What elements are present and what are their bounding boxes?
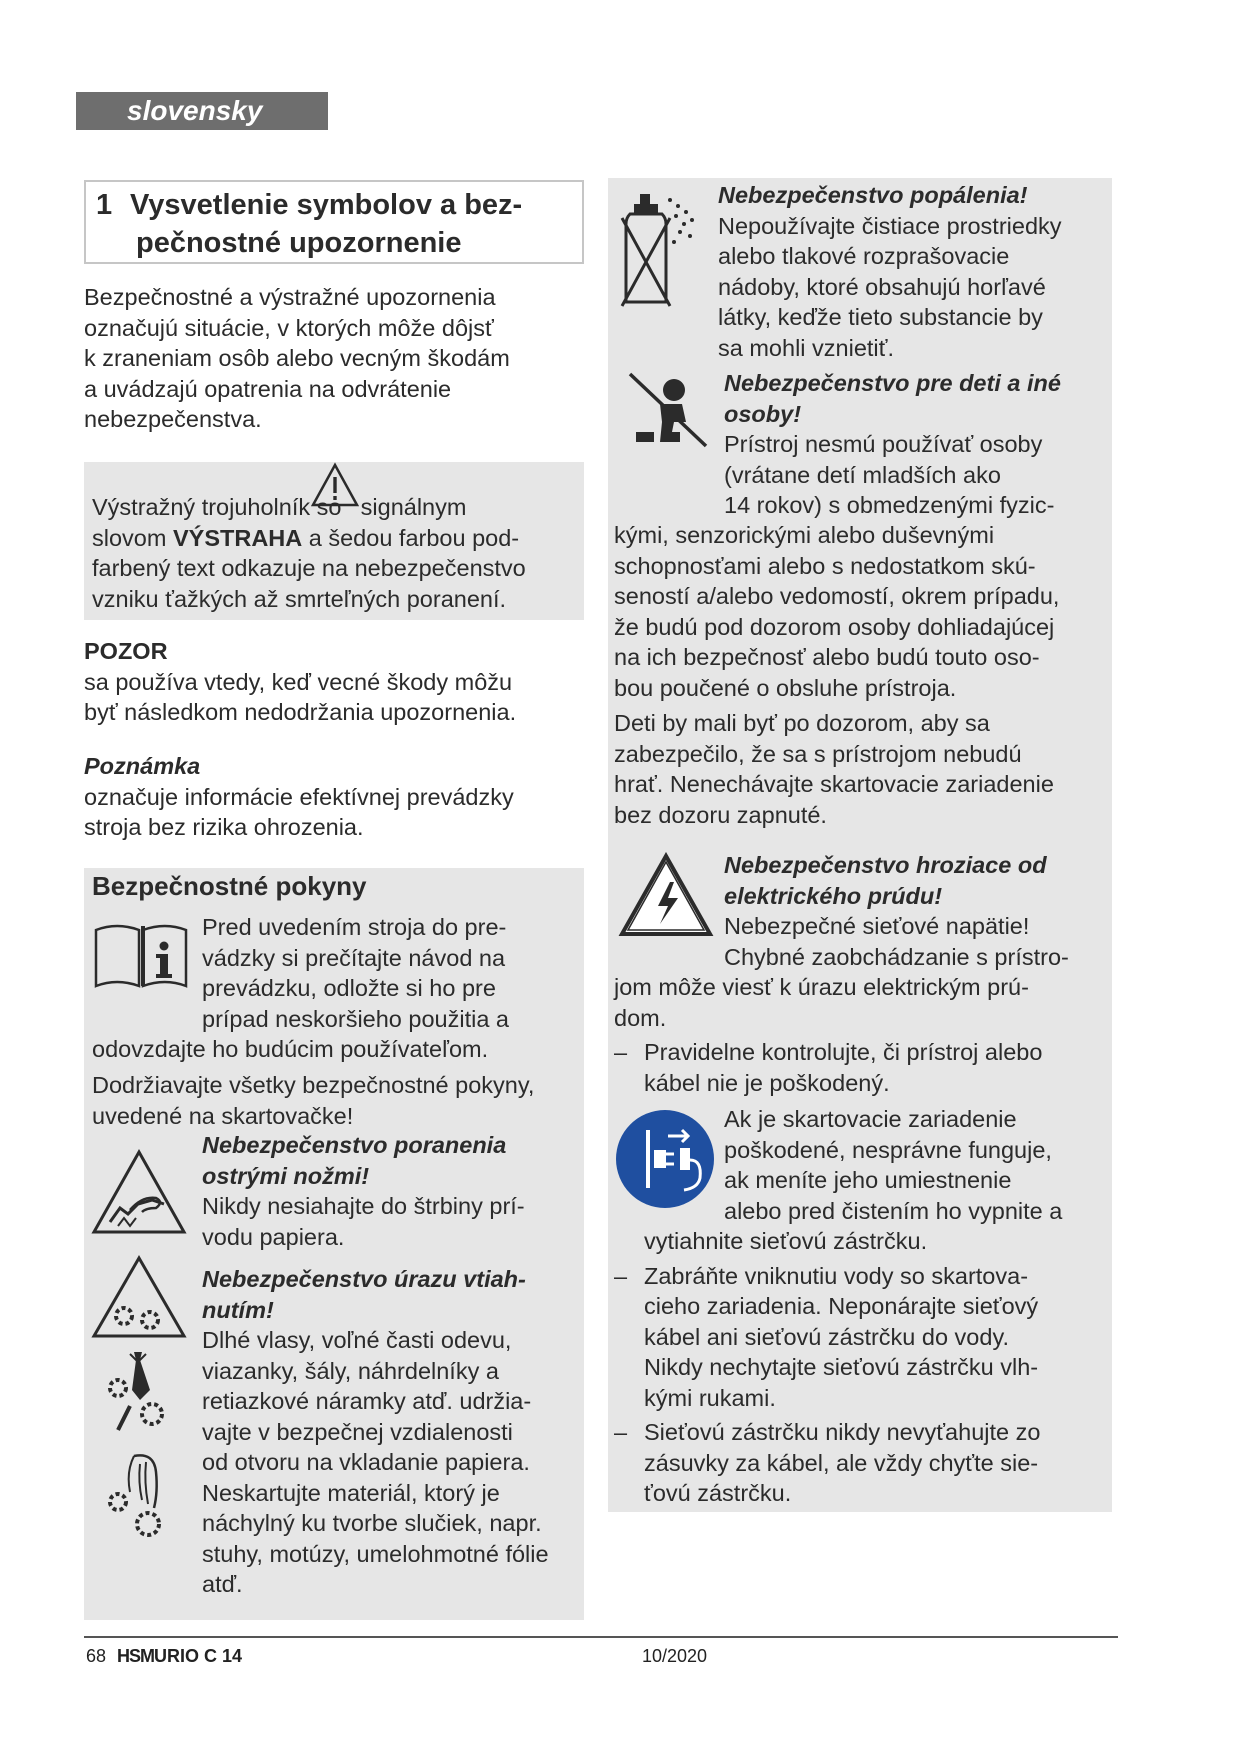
poznamka-label: Poznámka xyxy=(84,753,201,779)
entanglement-line: vajte v bezpečnej vzdialenosti xyxy=(202,1418,513,1445)
poznamka-text: stroja bez rizika ohrozenia. xyxy=(84,814,364,840)
manual-line: prevádzku, odložte si ho pre xyxy=(202,975,496,1001)
supervision-line: hrať. Nenechávajte skartovacie zariadenie xyxy=(614,771,1054,797)
unplug-text xyxy=(724,1104,1114,1226)
bullet-line: – Sieťovú zástrčku nikdy nevyťahujte zo xyxy=(644,1419,1041,1445)
bullet-check-cable xyxy=(614,1037,1112,1098)
unplug-line: alebo pred čistením ho vypnite a xyxy=(724,1197,1063,1224)
spray-can-prohibited-icon xyxy=(618,184,714,314)
bullet-line: kými rukami. xyxy=(644,1384,776,1411)
intro-line: označujú situácie, v ktorých môže dôjsť xyxy=(84,314,494,341)
child-line: 14 rokov) s obmedzenými fyzic- xyxy=(724,492,1055,518)
observe-line: Dodržiavajte všetky bezpečnostné pokyny, xyxy=(92,1072,535,1098)
child-line: schopnosťami alebo s nedostatkom skú- xyxy=(614,552,1036,579)
supervision-line: zabezpečilo, že sa s prístrojom nebudú xyxy=(614,740,1022,767)
child-line: seností a/alebo vedomostí, okrem prípadu, xyxy=(614,583,1060,609)
manual-line: prípad neskoršieho použitia a xyxy=(202,1005,510,1032)
intro-paragraph xyxy=(84,282,584,435)
unplug-continued xyxy=(614,1226,1112,1509)
manual-line: Pred uvedením stroja do pre- xyxy=(202,914,507,940)
bullet-line: zásuvky za kábel, ale vždy chyťte sie- xyxy=(644,1449,1039,1476)
knife-hazard-text xyxy=(202,1130,582,1252)
bullet-water xyxy=(614,1261,1112,1414)
unplug-line: vytiahnite sieťovú zástrčku. xyxy=(644,1228,928,1254)
manual-text xyxy=(202,912,582,1034)
burn-line: sa mohli vznietiť. xyxy=(718,334,894,361)
unplug-line: ak meníte jeho umiestnenie xyxy=(724,1167,1012,1193)
burn-line: Nepoužívajte čistiace prostriedky xyxy=(718,212,1062,239)
intro-line: k zraneniam osôb alebo vecným škodám xyxy=(84,345,510,371)
unplug-line: poškodené, nesprávne funguje, xyxy=(724,1136,1052,1163)
child-line: bou poučené o obsluhe prístroja. xyxy=(614,674,957,701)
warning-text: Výstražný trojuholník xyxy=(92,494,311,520)
safety-title: Bezpečnostné pokyny xyxy=(92,871,367,901)
knife-hazard-line: vodu papiera. xyxy=(202,1223,345,1250)
electric-hazard-title: Nebezpečenstvo hroziace od xyxy=(724,852,1047,878)
warning-text: vzniku ťažkých až smrteľných poranení. xyxy=(92,585,507,612)
child-hazard-icon xyxy=(626,370,710,450)
knife-hazard-title: ostrými nožmi! xyxy=(202,1162,370,1189)
manual-line: odovzdajte ho budúcim používateľom. xyxy=(92,1036,489,1062)
footer-date: 10/2020 xyxy=(642,1646,708,1666)
burn-line: látky, keďže tieto substancie by xyxy=(718,304,1043,330)
intro-line: a uvádzajú opatrenia na odvrátenie xyxy=(84,375,452,402)
intro-line: Bezpečnostné a výstražné upozornenia xyxy=(84,284,496,310)
entanglement-line: retiazkové náramky atď. udržia- xyxy=(202,1388,532,1414)
burn-hazard-title: Nebezpečenstvo popálenia! xyxy=(718,182,1028,208)
model-name: URIO C 14 xyxy=(154,1646,243,1666)
bullet-line: kábel nie je poškodený. xyxy=(644,1069,890,1096)
warning-text: so xyxy=(316,494,342,520)
tie-gears-icon xyxy=(104,1350,176,1436)
warning-explanation-text xyxy=(92,492,582,614)
supervision-text xyxy=(614,708,1112,830)
poznamka-text: označuje informácie efektívnej prevádzky xyxy=(84,783,514,810)
section-heading xyxy=(84,180,584,264)
electric-line: dom. xyxy=(614,1004,667,1031)
bullet-pull-plug xyxy=(614,1417,1112,1509)
bullet-line: – Pravidelne kontrolujte, či prístroj alebo xyxy=(644,1039,1043,1065)
entanglement-line: stuhy, motúzy, umelohmotné fólie xyxy=(202,1540,549,1567)
bullet-line: kábel ani sieťovú zástrčku do vody. xyxy=(644,1323,1009,1350)
manual-tail xyxy=(92,1034,582,1065)
entanglement-line: Neskartujte materiál, ktorý je xyxy=(202,1479,500,1506)
page-number: 68 xyxy=(86,1646,107,1666)
electric-hazard-icon xyxy=(618,852,714,938)
footer-divider xyxy=(84,1636,1118,1638)
child-line: (vrátane detí mladších ako xyxy=(724,461,1001,488)
observe-text xyxy=(92,1070,582,1131)
bullet-line: Nikdy nechytajte sieťovú zástrčku vlh- xyxy=(644,1354,1039,1380)
section-title-line1: Vysvetlenie symbolov a bez- xyxy=(130,189,523,221)
entanglement-line: atď. xyxy=(202,1571,243,1597)
warning-text: farbený text odkazuje na nebezpečenstvo xyxy=(92,555,526,581)
child-hazard-text xyxy=(724,368,1114,521)
poznamka-block xyxy=(84,751,584,843)
entanglement-hazard-icon xyxy=(90,1254,188,1340)
entanglement-line: od otvoru na vkladanie papiera. xyxy=(202,1449,530,1475)
intro-line: nebezpečenstva. xyxy=(84,406,262,432)
electric-hazard-text xyxy=(724,850,1114,972)
warning-triangle-icon xyxy=(317,492,361,523)
observe-line: uvedené na skartovačke! xyxy=(92,1102,354,1129)
child-line: na ich bezpečnosť alebo budú touto oso- xyxy=(614,644,1040,670)
bullet-line: – Zabráňte vniknutiu vody so skartova- xyxy=(644,1262,1029,1289)
child-line: kými, senzorickými alebo duševnými xyxy=(614,522,995,548)
entanglement-line: viazanky, šály, náhrdelníky a xyxy=(202,1357,499,1384)
unplug-line: Ak je skartovacie zariadenie xyxy=(724,1106,1017,1132)
bullet-line: cieho zariadenia. Neponárajte sieťový xyxy=(644,1293,1039,1319)
supervision-line: Deti by mali byť po dozorom, aby sa xyxy=(614,710,990,736)
supervision-line: bez dozoru zapnuté. xyxy=(614,801,827,828)
section-number: 1 xyxy=(96,189,113,221)
unplug-icon xyxy=(614,1108,716,1210)
entanglement-line: náchylný ku tvorbe slučiek, napr. xyxy=(202,1510,542,1536)
pozor-text: byť následkom nedodržania upozornenia. xyxy=(84,699,517,725)
burn-line: nádoby, ktoré obsahujú horľavé xyxy=(718,273,1046,300)
knife-hazard-line: Nikdy nesiahajte do štrbiny prí- xyxy=(202,1193,525,1219)
brand-logo: HSM xyxy=(117,1646,155,1666)
footer-left xyxy=(86,1646,242,1667)
child-hazard-title: osoby! xyxy=(724,400,802,427)
electric-hazard-title: elektrického prúdu! xyxy=(724,882,943,909)
entanglement-hazard-text xyxy=(202,1264,587,1600)
electric-line: jom môže viesť k úrazu elektrickým prú- xyxy=(614,974,1029,1000)
entanglement-line: Dlhé vlasy, voľné časti odevu, xyxy=(202,1327,512,1353)
warning-text: a šedou farbou pod- xyxy=(308,524,520,551)
child-hazard-title: Nebezpečenstvo pre deti a iné xyxy=(724,370,1061,396)
electric-hazard-continued xyxy=(614,972,1112,1098)
read-manual-icon xyxy=(92,920,190,990)
signal-word: VÝSTRAHA xyxy=(172,524,303,551)
language-tab: slovensky xyxy=(76,92,328,130)
pozor-block xyxy=(84,636,584,728)
electric-line: Nebezpečné sieťové napätie! xyxy=(724,913,1030,939)
manual-line: vádzky si prečítajte návod na xyxy=(202,944,506,971)
child-hazard-continued xyxy=(614,520,1112,703)
burn-hazard-text xyxy=(718,180,1114,363)
pozor-text: sa používa vtedy, keď vecné škody môžu xyxy=(84,668,513,695)
child-line: že budú pod dozorom osoby dohliadajúcej xyxy=(614,613,1055,640)
bullet-line: ťovú zástrčku. xyxy=(644,1480,792,1506)
entanglement-hazard-title: Nebezpečenstvo úrazu vtiah- xyxy=(202,1266,526,1292)
knife-hazard-icon xyxy=(90,1148,188,1236)
burn-line: alebo tlakové rozprašovacie xyxy=(718,243,1010,269)
knife-hazard-title: Nebezpečenstvo poranenia xyxy=(202,1132,507,1158)
section-title-line2: pečnostné upozornenie xyxy=(136,227,462,259)
entanglement-hazard-title: nutím! xyxy=(202,1296,274,1323)
pozor-label: POZOR xyxy=(84,638,168,664)
warning-text: signálnym xyxy=(360,494,467,520)
warning-text: slovom xyxy=(92,524,167,551)
electric-line: Chybné zaobchádzanie s prístro- xyxy=(724,943,1069,970)
child-line: Prístroj nesmú používať osoby xyxy=(724,431,1043,457)
hair-gears-icon xyxy=(104,1452,176,1544)
